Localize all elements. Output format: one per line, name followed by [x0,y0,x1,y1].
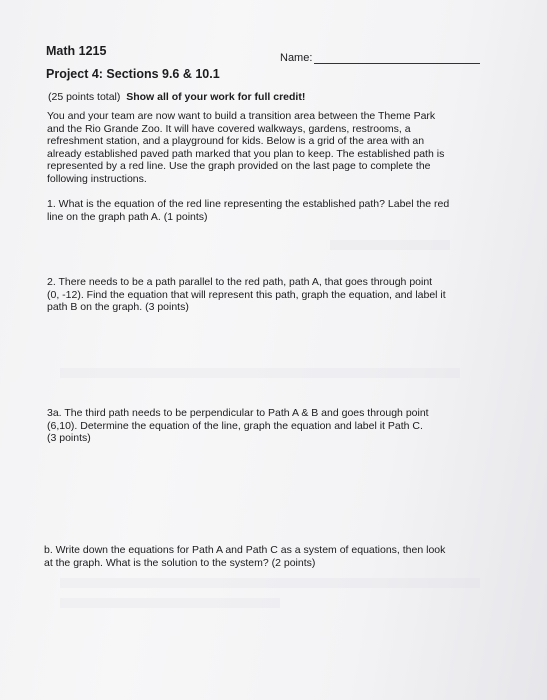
question-line: (3 points) [47,432,91,445]
points-total: (25 points total) [48,91,121,103]
name-field [280,52,480,64]
course-title: Math 1215 [46,44,107,58]
intro-line: following instructions. [47,172,147,185]
intro-line: refreshment station, and a playground for kids. Below is a grid of the area with an [47,135,425,148]
question-line: (0, -12). Find the equation that will represent this path, graph the equation, and label it [47,288,446,301]
question-line: 1. What is the equation of the red line representing the established path? Label the red [47,198,450,210]
points-line [48,91,305,103]
question-line: (6,10). Determine the equation of the line, graph the equation and label it Path C. [47,419,423,432]
name-blank-line[interactable] [314,52,480,64]
question-2 [47,276,446,314]
question-3b [44,544,445,569]
bleed-through-text [330,240,450,250]
question-line: 2. There needs to be a path parallel to the red path, path A, that goes through point [47,276,433,288]
name-label: Name: [280,52,313,64]
question-line: b. Write down the equations for Path A and Path C as a system of equations, then look [44,544,446,556]
work-instruction: Show all of your work for full credit! [126,91,306,103]
intro-line: represented by a red line. Use the graph provided on the last page to complete the [47,160,431,173]
intro-line: already established paved path marked that you plan to keep. The established path is [47,147,445,160]
project-title: Project 4: Sections 9.6 & 10.1 [46,67,220,81]
bleed-through-text [60,578,480,588]
intro-line: You and your team are now want to build a transition area between the Theme Park [47,110,436,122]
intro-paragraph [47,110,444,186]
bleed-through-text [60,598,280,608]
question-line: 3a. The third path needs to be perpendicular to Path A & B and goes through point [47,407,429,419]
question-3a [47,407,429,445]
question-1 [47,198,449,223]
question-line: line on the graph path A. (1 points) [47,210,208,223]
intro-line: and the Rio Grande Zoo. It will have covered walkways, gardens, restrooms, a [47,122,411,135]
question-line: at the graph. What is the solution to the system? (2 points) [44,556,316,569]
question-line: path B on the graph. (3 points) [47,301,189,314]
bleed-through-text [60,368,460,378]
